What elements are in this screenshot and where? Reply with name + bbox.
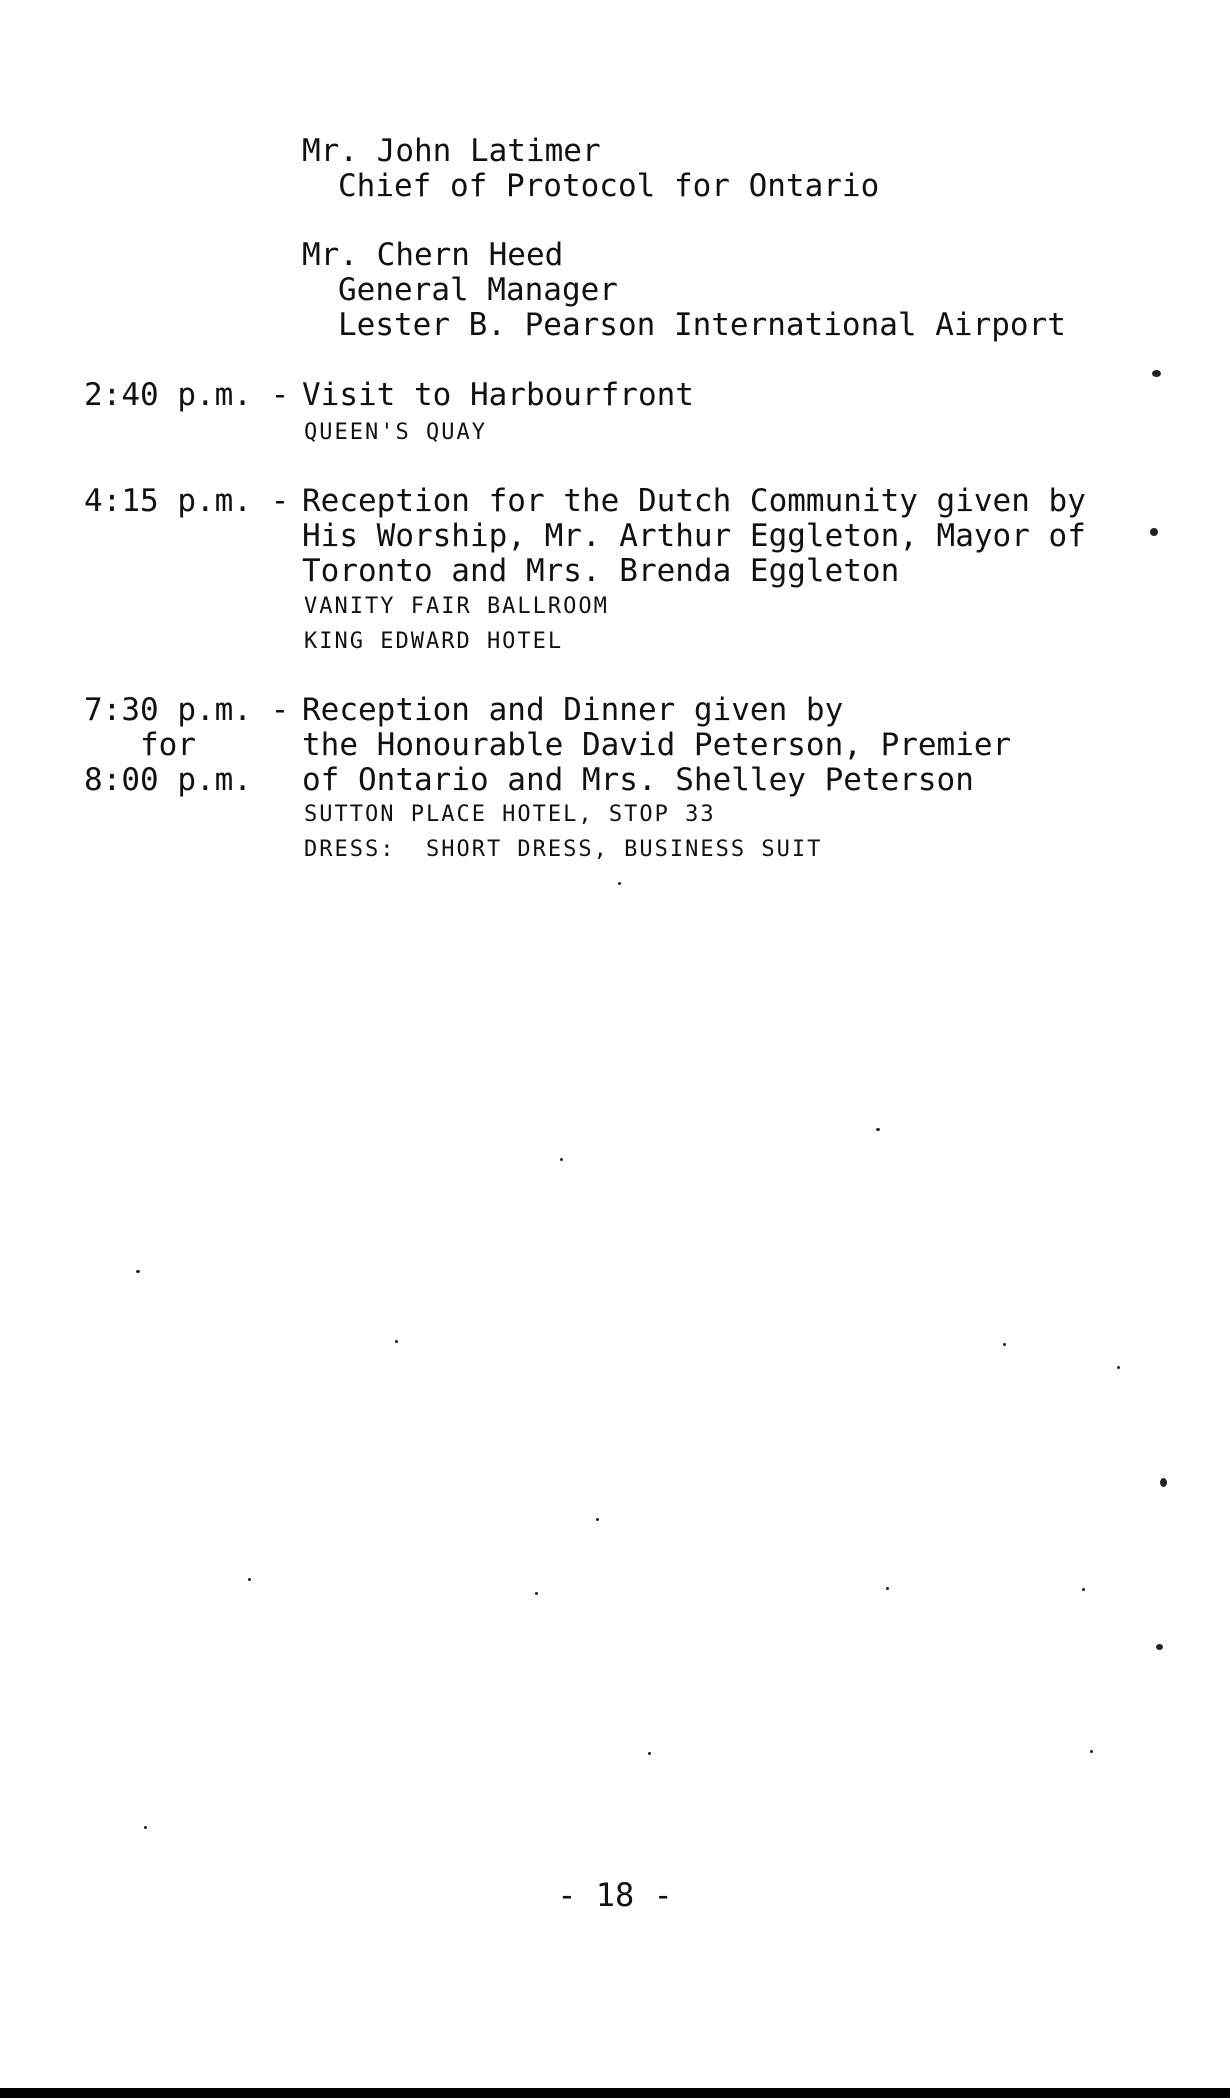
event-description: Visit to Harbourfront (302, 377, 694, 413)
scan-speck (1156, 1644, 1163, 1650)
event-description: Toronto and Mrs. Brenda Eggleton (302, 553, 900, 589)
event-time: 2:40 p.m. - (84, 377, 290, 413)
scan-speck (535, 1592, 538, 1595)
scan-speck (1160, 1478, 1167, 1487)
event-description: Reception for the Dutch Community given by (302, 483, 1086, 519)
dress-code: DRESS: SHORT DRESS, BUSINESS SUIT (304, 837, 823, 862)
event-time: 8:00 p.m. (84, 762, 252, 798)
event-time: 7:30 p.m. - (84, 692, 290, 728)
event-time: 4:15 p.m. - (84, 483, 290, 519)
scan-speck (1003, 1343, 1006, 1346)
attendee-title: Chief of Protocol for Ontario (338, 168, 880, 204)
attendee-title: General Manager (338, 272, 618, 308)
event-time-for: for (140, 727, 196, 763)
scan-speck (1152, 370, 1161, 377)
scan-speck (648, 1752, 651, 1755)
page-number: - 18 - (557, 1876, 673, 1914)
scan-speck (886, 1587, 889, 1590)
event-location: KING EDWARD HOTEL (304, 629, 564, 654)
event-location: SUTTON PLACE HOTEL, STOP 33 (304, 802, 716, 827)
event-location: QUEEN'S QUAY (304, 420, 487, 445)
event-description: His Worship, Mr. Arthur Eggleton, Mayor of (302, 518, 1086, 554)
scan-speck (1150, 528, 1158, 536)
scan-speck (144, 1826, 147, 1829)
scan-speck (1090, 1750, 1093, 1753)
page-bottom-border (0, 2088, 1230, 2098)
scan-speck (596, 1518, 599, 1521)
scan-speck (136, 1270, 140, 1273)
scan-speck (1117, 1366, 1120, 1369)
scan-speck (618, 882, 621, 885)
scan-speck (1082, 1588, 1085, 1591)
scan-speck (395, 1340, 398, 1343)
event-description: of Ontario and Mrs. Shelley Peterson (302, 762, 974, 798)
attendee-name: Mr. John Latimer (302, 133, 601, 169)
event-description: the Honourable David Peterson, Premier (302, 727, 1012, 763)
scan-speck (876, 1128, 880, 1131)
scan-speck (560, 1158, 563, 1161)
attendee-name: Mr. Chern Heed (302, 237, 564, 273)
attendee-organization: Lester B. Pearson International Airport (338, 307, 1066, 343)
event-description: Reception and Dinner given by (302, 692, 844, 728)
event-location: VANITY FAIR BALLROOM (304, 594, 609, 619)
scan-speck (248, 1578, 251, 1581)
